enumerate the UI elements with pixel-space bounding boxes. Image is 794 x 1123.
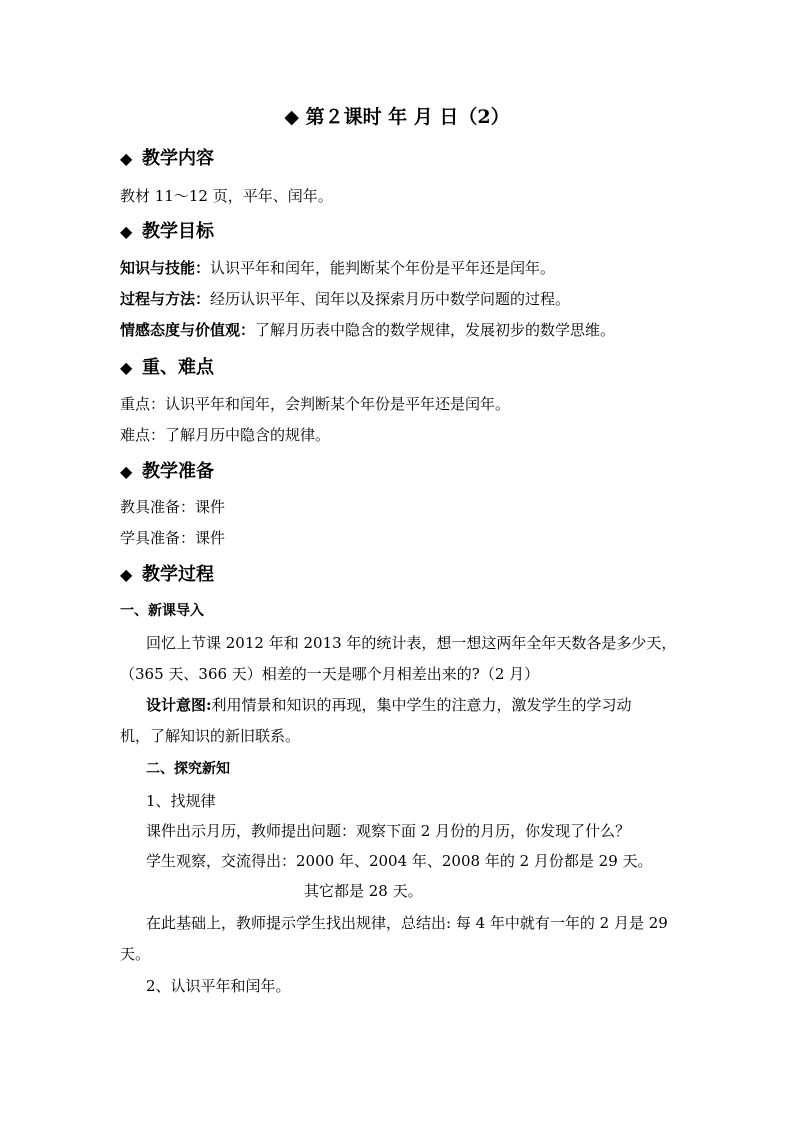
part2-line1: 课件出示月历，教师提出问题：观察下面 2 月份的月历，你发现了什么？ (146, 822, 631, 840)
keypoint-line: 重点：认识平年和闰年，会判断某个年份是平年还是闰年。 (120, 395, 511, 413)
diamond-bullet-icon: ◆ (120, 149, 133, 168)
prep-student: 学具准备：课件 (120, 529, 226, 547)
section-heading-process: ◆ 教学过程 (120, 562, 214, 588)
part2-line4: 在此基础上，教师提示学生找出规律，总结出: 每 4 年中就有一年的 2 月是 29 (146, 914, 668, 932)
step1-title: 1、找规律 (146, 792, 216, 810)
prep-teacher: 教具准备：课件 (120, 498, 226, 516)
diamond-bullet-icon: ◆ (120, 565, 133, 584)
diamond-bullet-icon: ◆ (120, 462, 133, 481)
lesson-title: ◆ 第２课时 年 月 日（2） (284, 106, 510, 128)
design-intent-cont: 机，了解知识的新旧联系。 (120, 727, 301, 745)
goal-knowledge: 知识与技能：认识平年和闰年，能判断某个年份是平年还是闰年。 (120, 259, 556, 277)
step2-title: 2、认识平年和闰年。 (146, 977, 291, 995)
section-heading-content: ◆ 教学内容 (120, 146, 214, 172)
diamond-bullet-icon: ◆ (120, 358, 133, 377)
section-heading-keypoints: ◆ 重、难点 (120, 355, 214, 381)
part1-title: 一、新课导入 (120, 603, 204, 619)
design-intent: 设计意图:利用情景和知识的再现，集中学生的注意力，激发学生的学习动 (146, 696, 632, 714)
part1-line1: 回忆上节课 2012 年和 2013 年的统计表，想一想这两年全年天数各是多少天， (146, 634, 677, 652)
goal-process: 过程与方法：经历认识平年、闰年以及探索月历中数学问题的过程。 (120, 290, 571, 308)
goal-attitude: 情感态度与价值观：了解月历表中隐含的数学规律，发展初步的数学思维。 (120, 321, 616, 339)
diamond-bullet-icon: ◆ (120, 222, 133, 241)
difficulty-line: 难点：了解月历中隐含的规律。 (120, 426, 331, 444)
part2-line3: 其它都是 28 天。 (304, 882, 423, 900)
section-heading-goals: ◆ 教学目标 (120, 219, 214, 245)
part2-line5: 天。 (120, 945, 151, 963)
part1-line2: （365 天、366 天）相差的一天是哪个月相差出来的?（2 月） (120, 665, 540, 683)
section-heading-prep: ◆ 教学准备 (120, 459, 214, 485)
content-text: 教材 11～12 页，平年、闰年。 (120, 187, 333, 205)
part2-line2: 学生观察，交流得出：2000 年、2004 年、2008 年的 2 月份都是 29 天。 (146, 852, 653, 870)
part2-title: 二、探究新知 (146, 761, 230, 777)
